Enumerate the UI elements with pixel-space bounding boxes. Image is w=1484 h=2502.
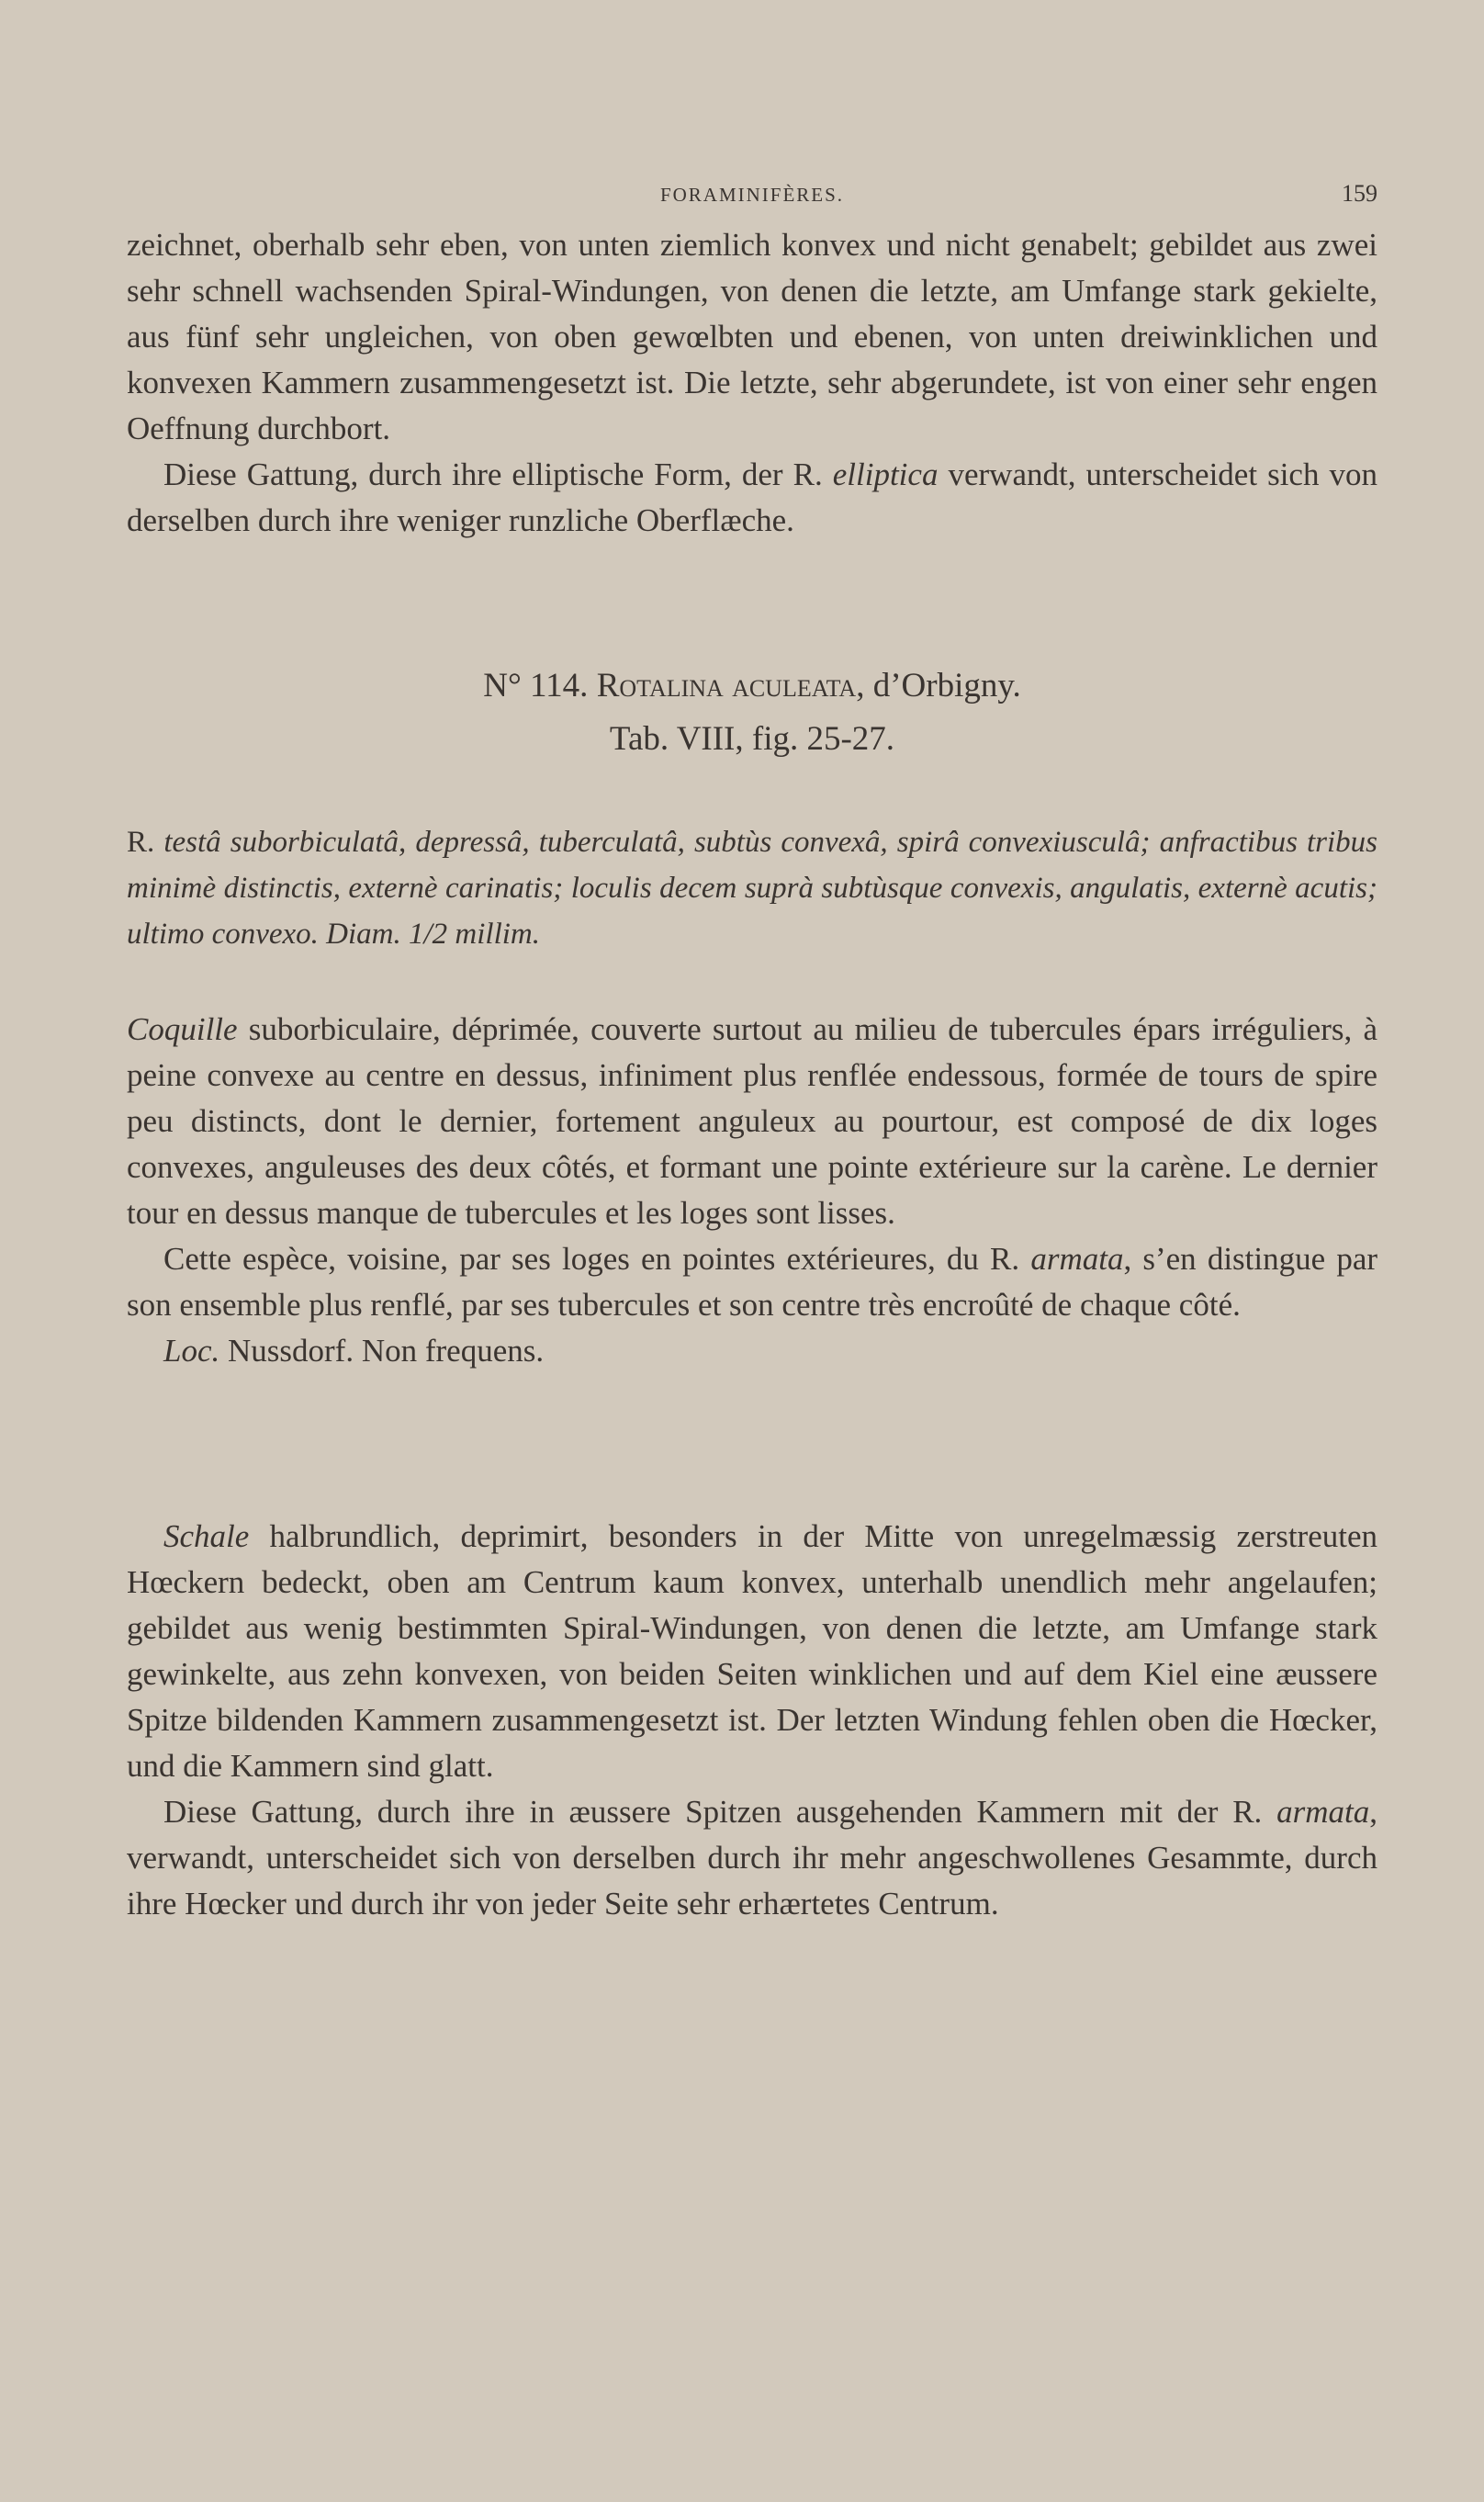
latin-diagnosis (127, 819, 1377, 957)
text-span: suborbiculaire, déprimée, couverte surtout au milieu de tubercules épars irréguliers, à peine convexe au centre en dessus, infiniment plus renflée endessous, formée de tours de spire peu distincts, dont le dernier, fortement anguleux au pourtour, est composé de dix loges convexes, anguleuses des deux côtés, et formant une pointe extérieure sur la carène. Le dernier tour en dessus manque de tubercules et les loges sont lisses. (127, 1011, 1377, 1231)
french-description-paragraph (127, 1007, 1377, 1236)
french-description (127, 1007, 1377, 1374)
species-number: N° 114. (483, 667, 589, 704)
locality-line (127, 1328, 1377, 1374)
page-number: 159 (1342, 180, 1377, 207)
german-comparison-paragraph-2 (127, 1789, 1377, 1927)
locality-label: Loc. (163, 1333, 220, 1369)
genus-abbreviation: R. (127, 826, 164, 859)
species-heading (127, 663, 1377, 709)
german-comparison-paragraph (127, 452, 1377, 544)
text-span: Diese Gattung, durch ihre elliptische Form, der R. (163, 456, 833, 492)
page-header (127, 180, 1377, 213)
german-continued-paragraph: zeichnet, oberhalb sehr eben, von unten ziemlich konvex und nicht genabelt; gebildet aus zwei sehr schnell wachsenden Spiral-Windungen, von denen die letzte, am Umfange stark gekielte, aus fünf sehr ungleichen, von oben gewœlbten und ebenen, von unten dreiwinklichen und konvexen Kammern zusammengesetzt ist. Die letzte, sehr abgerundete, ist von einer sehr engen Oeffnung durchbort. (127, 227, 1377, 446)
running-title: FORAMINIFÈRES. (659, 184, 845, 206)
species-name: elliptica (832, 456, 939, 492)
term: Schale (163, 1518, 250, 1554)
latin-diagnosis-text (127, 819, 1377, 957)
plate-reference: Tab. VIII, fig. 25-27. (609, 720, 895, 758)
text-span: , verwandt, unterscheidet sich von derselben durch ihr mehr angeschwollenes Gesammte, durch ihre Hœcker und durch ihr von jeder Seite sehr erhærtetes Centrum. (127, 1794, 1377, 1922)
term: Coquille (127, 1011, 238, 1047)
species-author: , d’Orbigny. (856, 667, 1021, 704)
text-span: , s’en distingue par son ensemble plus renflé, par ses tubercules et son centre très encroûté de chaque côté. (127, 1241, 1378, 1323)
german-description (127, 1514, 1377, 1927)
text-span: verwandt, unterscheidet sich von derselben durch ihre weniger runzliche Oberflæche. (127, 456, 1377, 538)
continued-german-description (127, 222, 1377, 544)
text-span: Diese Gattung, durch ihre in æussere Spitzen ausgehenden Kammern mit der R. (163, 1794, 1277, 1830)
locality-value: Nussdorf. Non frequens. (219, 1333, 545, 1369)
species-genus: Rotalina (596, 667, 724, 704)
text-span: Cette espèce, voisine, par ses loges en pointes extérieures, du R. (163, 1241, 1031, 1277)
diagnosis-text: testâ suborbiculatâ, depressâ, tuberculatâ, subtùs convexâ, spirâ convexiusculâ; anfractibus tribus minimè distinctis, externè carinatis; loculis decem suprà subtùsque convexis, angulatis, externè acutis; ultimo convexo. Diam. 1/2 millim. (127, 826, 1377, 951)
species-name: armata (1030, 1241, 1124, 1277)
german-description-paragraph (127, 1514, 1377, 1789)
french-comparison-paragraph (127, 1236, 1377, 1328)
species-name: armata (1276, 1794, 1370, 1830)
species-epithet: aculeata (732, 667, 857, 704)
text-span: halbrundlich, deprimirt, besonders in der Mitte von unregelmæssig zerstreuten Hœckern bedeckt, oben am Centrum kaum konvex, unterhalb unendlich mehr angelaufen; gebildet aus wenig bestimmten Spiral-Windungen, von denen die letzte, am Umfange stark gewinkelte, aus zehn konvexen, von beiden Seiten winklichen und auf dem Kiel eine æussere Spitze bildenden Kammern zusammengesetzt ist. Der letzten Windung fehlen oben die Hœcker, und die Kammern sind glatt. (127, 1518, 1377, 1784)
